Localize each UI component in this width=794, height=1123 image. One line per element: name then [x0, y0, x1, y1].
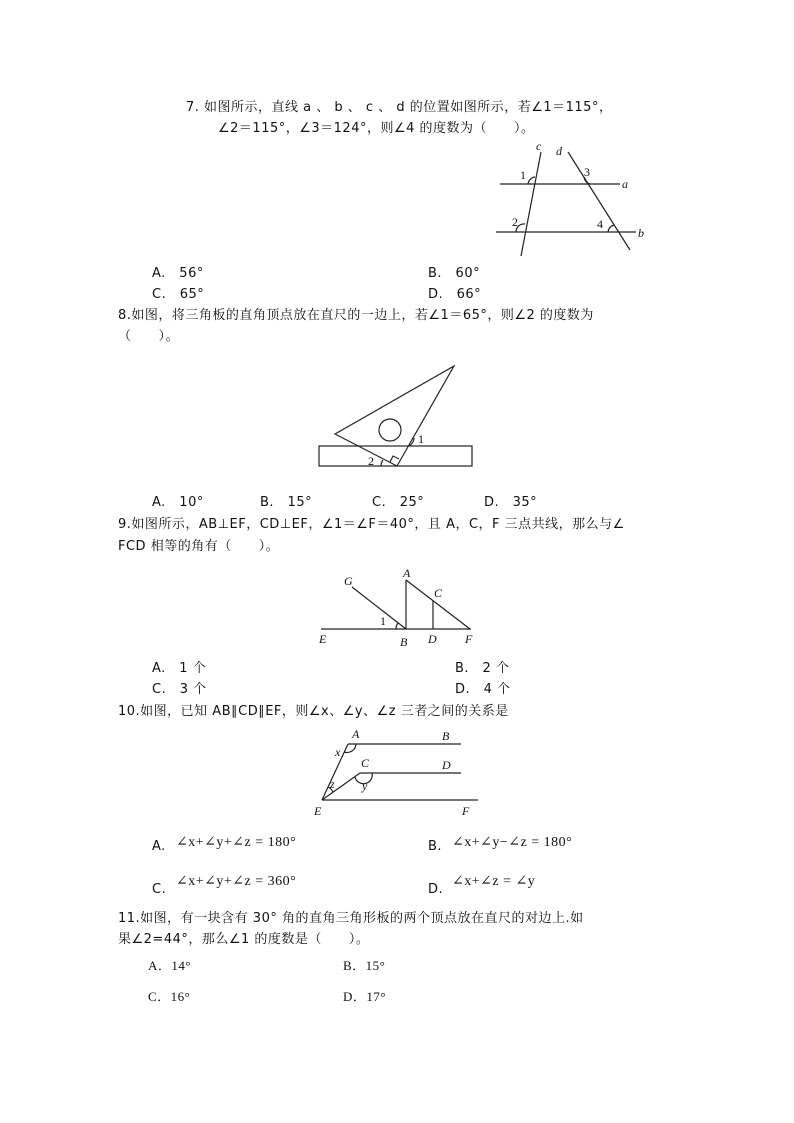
q9-label-a: A: [403, 566, 411, 580]
q8-option-a: A. 10°: [152, 495, 204, 510]
q8-option-b: B. 15°: [260, 495, 313, 510]
q11-option-d: D．17°: [343, 989, 387, 1004]
q9-label-g: G: [344, 574, 353, 588]
q9-label-b: B: [400, 635, 408, 649]
q7-label-a: a: [622, 177, 628, 191]
q11-option-c: C．16°: [148, 989, 191, 1004]
q11-stem-line1: 11.如图，有一块含有 30° 角的直角三角形板的两个顶点放在直尺的对边上.如: [118, 911, 584, 926]
q10-label-f: F: [462, 804, 470, 818]
q10-label-e: E: [314, 804, 322, 818]
q7-label-d: d: [556, 144, 562, 158]
q7-option-d: D. 66°: [428, 287, 482, 302]
q9-option-c: C. 3 个: [152, 682, 207, 697]
q9-label-e: E: [319, 632, 327, 646]
q7-label-b: b: [638, 226, 644, 240]
q10-label-x: x: [335, 745, 341, 759]
q9-label-c: C: [434, 586, 443, 600]
q7-option-c: C. 65°: [152, 287, 205, 302]
q8-stem-line1: 8.如图，将三角板的直角顶点放在直尺的一边上，若∠1＝65°，则∠2 的度数为: [118, 308, 594, 323]
q10-label-y: y: [362, 779, 368, 793]
q9-label-f: F: [465, 632, 473, 646]
q9-option-b: B. 2 个: [455, 661, 510, 676]
q9-option-d: D. 4 个: [455, 682, 511, 697]
q10-stem-line1: 10.如图，已知 AB∥CD∥EF，则∠x、∠y、∠z 三者之间的关系是: [118, 704, 509, 719]
q10-label-b: B: [442, 729, 450, 743]
q8-option-d: D. 35°: [484, 495, 538, 510]
q10-label-d: D: [442, 758, 451, 772]
q10-option-c-expr: ∠x+∠y+∠z = 360°: [176, 874, 297, 889]
q9-label-d: D: [428, 632, 437, 646]
q10-option-b-expr: ∠x+∠y−∠z = 180°: [452, 835, 573, 850]
q7-stem-line1: 7. 如图所示，直线 a 、 b 、 c 、 d 的位置如图所示，若∠1＝115°，: [186, 100, 613, 115]
q10-label-c: C: [361, 756, 370, 770]
q7-label-2: 2: [512, 215, 518, 229]
q10-label-a: A: [352, 727, 360, 741]
q7-label-1: 1: [520, 168, 526, 182]
q7-option-a: A. 56°: [152, 266, 204, 281]
q8-option-c: C. 25°: [372, 495, 425, 510]
q10-option-d-expr: ∠x+∠z = ∠y: [452, 874, 536, 889]
q7-option-b: B. 60°: [428, 266, 481, 281]
q7-stem-line2: ∠2＝115°，∠3＝124°，则∠4 的度数为（ ）。: [218, 121, 535, 136]
q9-stem-line1: 9.如图所示，AB⊥EF，CD⊥EF，∠1＝∠F＝40°，且 A，C，F 三点共线，那么与∠: [118, 517, 625, 532]
q10-option-b-letter: B.: [428, 839, 443, 854]
q7-label-c: c: [536, 139, 542, 153]
q11-option-b: B．15°: [343, 958, 386, 973]
q10-option-d-letter: D.: [428, 882, 444, 897]
q11-option-a: A．14°: [148, 958, 192, 973]
q10-option-a-expr: ∠x+∠y+∠z = 180°: [176, 835, 297, 850]
q9-stem-line2: FCD 相等的角有（ ）。: [118, 539, 280, 554]
q9-option-a: A. 1 个: [152, 661, 207, 676]
q8-stem-line2: （ ）。: [118, 329, 180, 344]
q10-label-z: z: [330, 777, 335, 791]
q9-label-1: 1: [380, 614, 386, 628]
q7-label-4: 4: [597, 217, 603, 231]
q8-label-1: 1: [418, 432, 424, 446]
q8-label-2: 2: [368, 454, 374, 468]
q11-stem-line2: 果∠2=44°，那么∠1 的度数是（ ）。: [118, 932, 370, 947]
q10-option-c-letter: C.: [152, 882, 167, 897]
q10-option-a-letter: A.: [152, 839, 166, 854]
q7-label-3: 3: [584, 165, 590, 179]
